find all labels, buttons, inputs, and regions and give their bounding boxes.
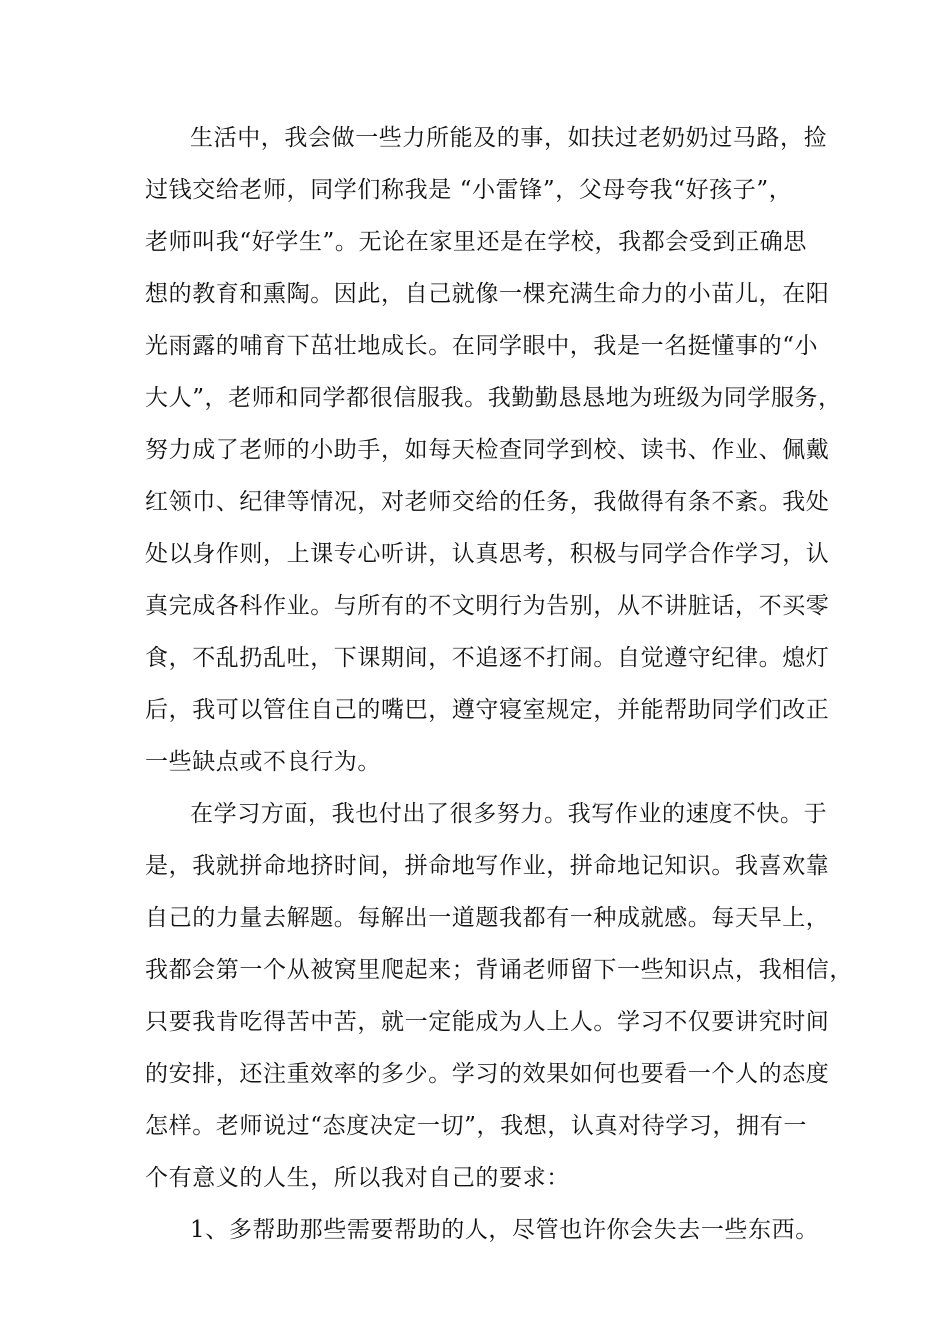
paragraph-2-line-6: 的安排，还注重效率的多少。学习的效果如何也要看一个人的态度 <box>145 1061 830 1087</box>
paragraph-2-line-4: 我都会第一个从被窝里爬起来；背诵老师留下一些知识点，我相信， <box>145 957 853 983</box>
paragraph-2-line-8: 个有意义的人生，所以我对自己的要求： <box>145 1165 570 1191</box>
paragraph-1-line-5: 光雨露的哺育下茁壮地成长。在同学眼中，我是一名挺懂事的“小 <box>145 333 819 359</box>
paragraph-1-line-11: 食，不乱扔乱吐，下课期间，不追逐不打闹。自觉遵守纪律。熄灯 <box>145 645 830 671</box>
paragraph-1-line-13: 一些缺点或不良行为。 <box>145 749 381 775</box>
paragraph-1-line-3: 老师叫我“好学生”。无论在家里还是在学校，我都会受到正确思 <box>145 229 807 255</box>
paragraph-1-line-9: 处以身作则，上课专心听讲，认真思考，积极与同学合作学习，认 <box>145 541 830 567</box>
paragraph-1-line-6: 大人”，老师和同学都很信服我。我勤勤恳恳地为班级为同学服务， <box>145 385 842 411</box>
paragraph-1-line-12: 后，我可以管住自己的嘴巴，遵守寝室规定，并能帮助同学们改正 <box>145 697 830 723</box>
paragraph-2-line-7: 怎样。老师说过“态度决定一切”，我想，认真对待学习，拥有一 <box>145 1113 807 1139</box>
paragraph-1-line-1: 生活中，我会做一些力所能及的事，如扶过老奶奶过马路，捡 <box>190 125 828 151</box>
paragraph-1-line-7: 努力成了老师的小助手，如每天检查同学到校、读书、作业、佩戴 <box>145 437 830 463</box>
paragraph-1-line-8: 红领巾、纪律等情况，对老师交给的任务，我做得有条不紊。我处 <box>145 489 830 515</box>
list-item-1: 1、多帮助那些需要帮助的人，尽管也许你会失去一些东西。 <box>190 1217 819 1243</box>
paragraph-2-line-2: 是，我就拼命地挤时间，拼命地写作业，拼命地记知识。我喜欢靠 <box>145 853 830 879</box>
paragraph-2-line-5: 只要我肯吃得苦中苦，就一定能成为人上人。学习不仅要讲究时间 <box>145 1009 830 1035</box>
paragraph-1-line-4: 想的教育和熏陶。因此，自己就像一棵充满生命力的小苗儿，在阳 <box>145 281 830 307</box>
paragraph-2-line-3: 自己的力量去解题。每解出一道题我都有一种成就感。每天早上， <box>145 905 830 931</box>
paragraph-1-line-10: 真完成各科作业。与所有的不文明行为告别，从不讲脏话，不买零 <box>145 593 830 619</box>
paragraph-1-line-2: 过钱交给老师，同学们称我是 “小雷锋”，父母夸我“好孩子”， <box>145 177 793 203</box>
paragraph-2-line-1: 在学习方面，我也付出了很多努力。我写作业的速度不快。于 <box>190 801 828 827</box>
